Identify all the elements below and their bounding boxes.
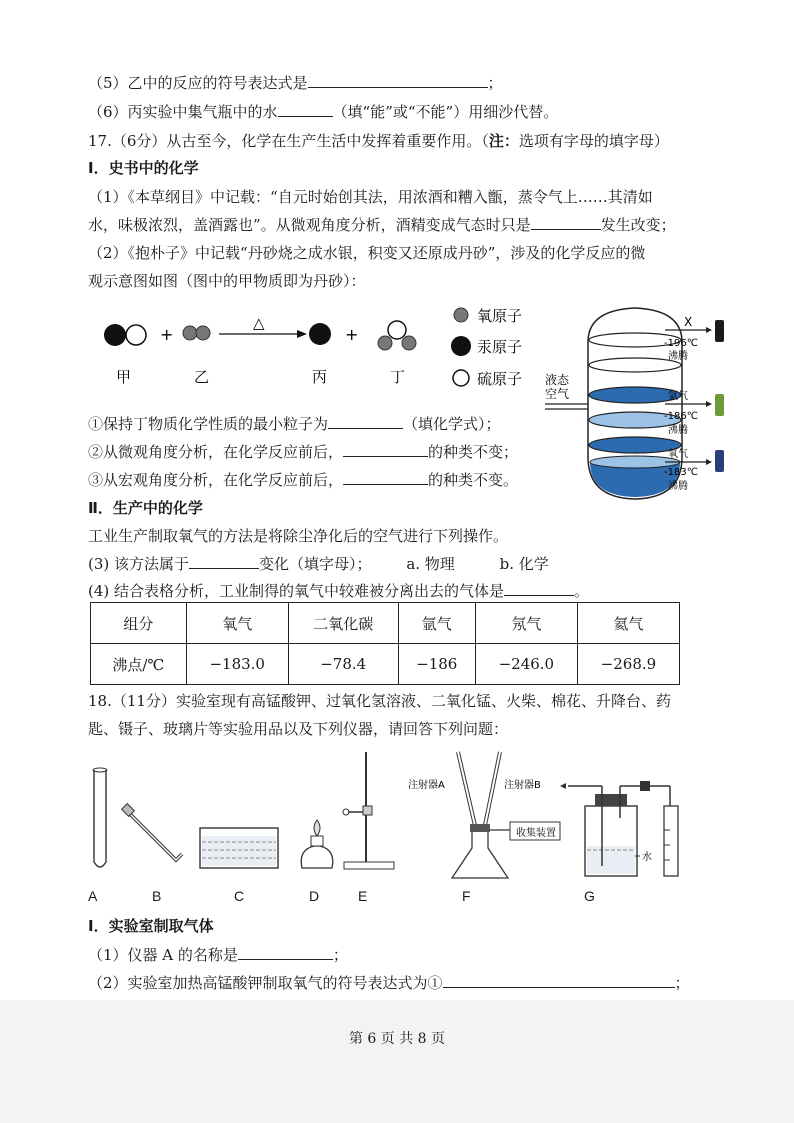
reaction-flask-f (408, 752, 560, 878)
apparatus-label-d: D (309, 888, 320, 904)
q18-header-a: 18.（11分）实验室现有高锰酸钾、过氧化氢溶液、二氧化锰、火柴、棉花、升降台、药 (88, 692, 671, 710)
table-cell: 沸点/℃ (91, 644, 187, 685)
q16-6-text: （6）丙实验中集气瓶中的水 (88, 103, 278, 121)
molecule-yi (183, 326, 210, 340)
bottle-icon (715, 320, 724, 342)
apparatus-label-e: E (358, 888, 368, 904)
q17-2-a-end: （填化学式）； (403, 415, 501, 433)
oxygen-label: 氧气 (668, 449, 688, 460)
q17-1-text-b-part: 水，味极浓烈，盖酒露也”。从微观角度分析，酒精变成气态时只是 (88, 216, 531, 234)
answer-blank[interactable] (343, 442, 428, 457)
q17-header (88, 130, 669, 152)
q17-2-b (88, 441, 518, 463)
iron-stand-e (343, 752, 394, 869)
q17-2-text-a: （2）《抱朴子》中记载“丹砂烧之成水银，积变又还原成丹砂”，涉及的化学反应的微 (88, 244, 646, 262)
reaction-microscopic-diagram (95, 300, 545, 400)
answer-blank[interactable] (443, 973, 675, 988)
temp-183: -183℃ (664, 467, 698, 478)
q18-2-text: （2）实验室加热高锰酸钾制取氧气的符号表达式为① (88, 974, 443, 992)
boil-label-1: 沸腾 (668, 351, 688, 362)
page-number: 第 6 页 共 8 页 (348, 1031, 446, 1047)
q18-header-b: 匙、镊子、玻璃片等实验用品以及下列仪器，请回答下列问题： (88, 720, 509, 738)
q17-2-b-text: ②从微观角度分析，在化学反应前后， (88, 443, 344, 461)
table-cell: −186 (398, 644, 475, 685)
temp-186: -186℃ (664, 411, 698, 422)
answer-blank[interactable] (308, 73, 488, 88)
q17-2-b-end: 的种类不变； (428, 443, 519, 461)
boiling-point-table (90, 602, 680, 685)
q18-1-text: （1）仪器 A 的名称是 (88, 946, 238, 964)
table-cell: −246.0 (475, 644, 577, 685)
molecule-bing (309, 323, 331, 345)
q17-4-end: 。 (574, 582, 590, 600)
measuring-setup-g (560, 781, 678, 876)
table-cell: −268.9 (577, 644, 679, 685)
water-label: 水 (642, 852, 652, 863)
q18-1-end: ； (332, 946, 348, 964)
table-header-cell: 氦气 (577, 603, 679, 644)
answer-blank[interactable] (238, 945, 333, 960)
alcohol-lamp-d (301, 820, 333, 868)
legend-sulfur: 硫原子 (477, 370, 523, 388)
q17-4 (88, 580, 589, 602)
table-header-cell: 二氧化碳 (288, 603, 398, 644)
table-header-row (91, 603, 680, 644)
q18-1 (88, 944, 348, 966)
q16-5-text: （5）乙中的反应的符号表达式是 (88, 74, 308, 92)
inlet-label-2: 空气 (545, 387, 570, 401)
q17-3-intro: 工业生产制取氧气的方法是将除尘净化后的空气进行下列操作。 (88, 527, 509, 545)
fractional-distillation-column (540, 302, 740, 502)
q17-2-c (88, 469, 518, 491)
q17-note: 选项有字母的填字母） (518, 132, 669, 150)
atom-legend (451, 307, 522, 388)
table-header-cell: 氩气 (398, 603, 475, 644)
q17-2-text-b: 观示意图如图（图中的甲物质即为丹砂）： (88, 272, 366, 290)
outlet-x-label: X (684, 315, 693, 329)
temp-196: -196℃ (664, 338, 698, 349)
q17-1-text-a: （1）《本草纲目》中记载：“自元时始创其法，用浓酒和糟入甑，蒸令气上……其清如 (88, 188, 653, 206)
q17-3-text: (3) 该方法属于 (88, 555, 190, 573)
table-cell: −78.4 (288, 644, 398, 685)
label-jia: 甲 (116, 368, 132, 386)
molecule-ding (378, 321, 416, 350)
apparatus-label-a: A (88, 888, 98, 904)
test-tube-a (93, 768, 107, 867)
answer-blank[interactable] (531, 215, 601, 230)
apparatus-label-c: C (234, 888, 245, 904)
q17-title: 17.（6分）从古至今，化学在生产生活中发挥着重要作用。（ (88, 132, 489, 150)
label-bing: 丙 (312, 368, 328, 386)
answer-blank[interactable] (504, 581, 574, 596)
bent-tube-b (122, 804, 182, 860)
answer-blank[interactable] (328, 414, 403, 429)
q16-6-end: （填“能”或“不能”）用细沙代替。 (332, 103, 559, 121)
collector-label: 收集装置 (516, 828, 556, 839)
q17-note-label: 注： (488, 132, 519, 150)
plus-sign-2: + (345, 325, 359, 344)
q18-2-end: ； (674, 974, 690, 992)
q16-line-6 (88, 101, 558, 123)
option-b: b. 化学 (499, 555, 549, 573)
heat-symbol: △ (253, 314, 265, 332)
q17-2-c-text: ③从宏观角度分析，在化学反应前后， (88, 471, 344, 489)
bottle-icon (715, 394, 724, 416)
bottle-icon (715, 450, 724, 472)
apparatus-label-b: B (152, 888, 162, 904)
molecule-jia (104, 324, 146, 346)
label-yi: 乙 (194, 368, 210, 386)
q17-1-text-c: 发生改变； (600, 216, 676, 234)
q17-2-a-text: ①保持丁物质化学性质的最小粒子为 (88, 415, 329, 433)
option-a: a. 物理 (406, 555, 455, 573)
q16-5-end: ； (487, 74, 503, 92)
syringe-a-label: 注射器A (408, 780, 445, 791)
q17-3 (88, 553, 549, 575)
legend-oxygen: 氧原子 (477, 307, 523, 325)
section-heading-history: Ⅰ．史书中的化学 (88, 159, 199, 177)
apparatus-label-g: G (584, 888, 595, 904)
apparatus-label-f: F (462, 888, 471, 904)
answer-blank[interactable] (189, 554, 259, 569)
boil-label-3: 沸腾 (668, 481, 688, 492)
q17-1-text-b (88, 214, 676, 236)
table-header-cell: 氧气 (186, 603, 288, 644)
q18-2 (88, 972, 690, 994)
table-header-cell: 氖气 (475, 603, 577, 644)
section-heading-industry: Ⅱ．生产中的化学 (88, 499, 203, 517)
syringe-b-label: 注射器B (504, 780, 541, 791)
answer-blank[interactable] (343, 470, 428, 485)
table-row (91, 644, 680, 685)
section-heading-lab: Ⅰ．实验室制取气体 (88, 917, 214, 935)
q17-2-a (88, 413, 501, 435)
legend-mercury: 汞原子 (477, 338, 523, 356)
q17-4-text: (4) 结合表格分析，工业制得的氧气中较难被分离出去的气体是 (88, 582, 505, 600)
q17-2-c-end: 的种类不变。 (428, 471, 519, 489)
table-cell: −183.0 (186, 644, 288, 685)
q16-line-5 (88, 72, 503, 94)
page-footer-band (0, 1000, 794, 1123)
table-header-cell: 组分 (91, 603, 187, 644)
apparatus-drawings (80, 750, 700, 885)
label-ding: 丁 (390, 368, 406, 386)
argon-label: 氩气 (668, 391, 688, 402)
water-trough-c (200, 828, 278, 868)
inlet-label-1: 液态 (545, 373, 570, 387)
plus-sign-1: + (160, 325, 174, 344)
q17-3-end: 变化（填字母）； (259, 555, 372, 573)
answer-blank[interactable] (278, 102, 333, 117)
boil-label-2: 沸腾 (668, 425, 688, 436)
